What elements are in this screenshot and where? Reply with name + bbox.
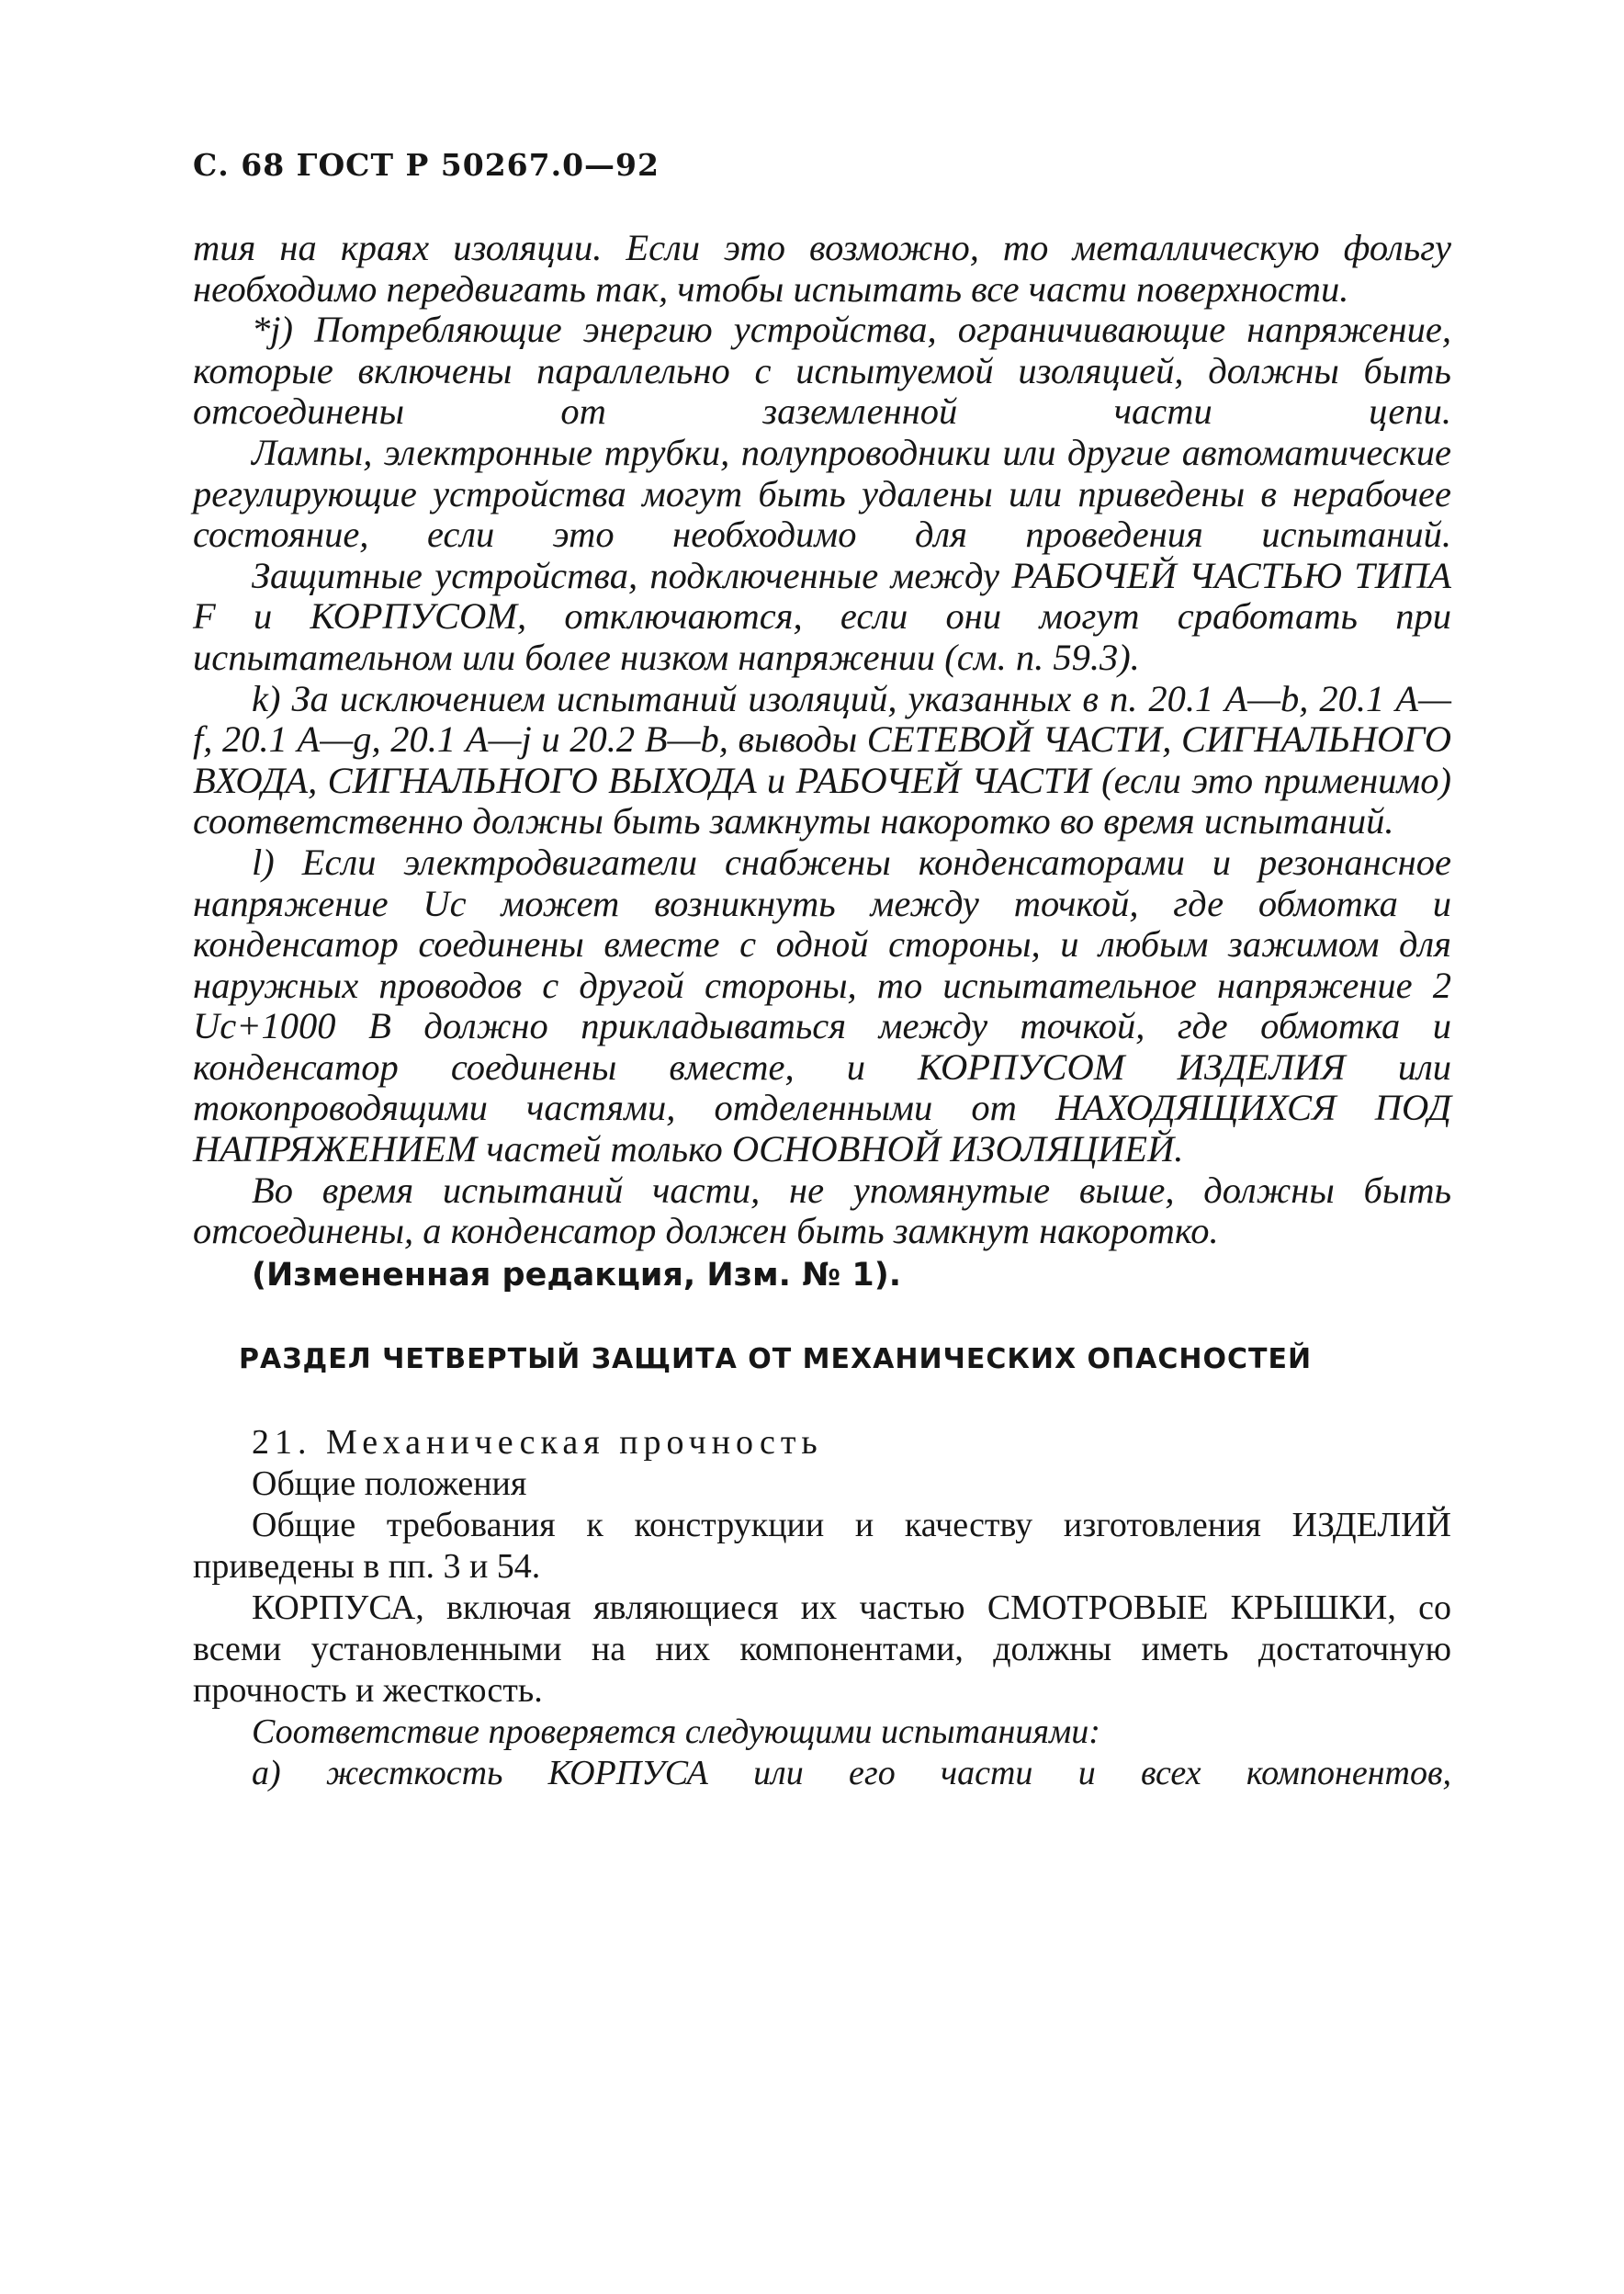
amendment-note: (Измененная редакция, Изм. № 1).: [252, 1256, 902, 1294]
text-column: [193, 228, 1451, 1794]
item-l-paragraph: l) Если электродвигатели снабжены конденсаторами и резонансное напряжение Uc может возникнуть между точкой, где обмотка и конденсатор соединены вместе с одной стороны, и любым зажимом для наружных проводов с другой стороны, то испытательное напряжение 2 Uc+1000 В должно прикладываться между точкой, где обмотка и конденсатор соединены вместе, и КОРПУСОМ ИЗДЕЛИЯ или токопроводящими частями, отделенными от НАХОДЯЩИХСЯ ПОД НАПРЯЖЕНИЕМ частей только ОСНОВНОЙ ИЗОЛЯЦИЕЙ.: [193, 841, 1451, 1170]
item-j-protective-paragraph: Защитные устройства, подключенные между РАБОЧЕЙ ЧАСТЬЮ ТИПА F и КОРПУСОМ, отключаются, если они могут сработать при испытательном или более низком напряжении (см. п. 59.3).: [193, 554, 1451, 678]
running-head: С. 68 ГОСТ Р 50267.0—92: [193, 147, 660, 183]
clause-21-title: 21. Механическая прочность: [252, 1422, 823, 1462]
section-heading: РАЗДЕЛ ЧЕТВЕРТЫЙ ЗАЩИТА ОТ МЕХАНИЧЕСКИХ ОПАСНОСТЕЙ: [239, 1342, 1313, 1375]
clause-21-general-paragraph: Общие требования к конструкции и качеству изготовления ИЗДЕЛИЙ приведены в пп. 3 и 54.: [193, 1505, 1451, 1586]
item-j-lamps-paragraph: Лампы, электронные трубки, полупроводники или другие автоматические регулирующие устройства могут быть удалены или приведены в нерабочее состояние, если это необходимо для проведения испытаний.: [193, 431, 1451, 556]
compliance-statement: Соответствие проверяется следующими испытаниями:: [252, 1712, 1100, 1751]
item-k-paragraph: k) За исключением испытаний изоляций, указанных в п. 20.1 А—b, 20.1 А—f, 20.1 А—g, 20.1 А—j и 20.2 В—b, выводы СЕТЕВОЙ ЧАСТИ, СИГНАЛЬНОГО ВХОДА, СИГНАЛЬНОГО ВЫХОДА и РАБОЧЕЙ ЧАСТИ (если это применимо) соответственно должны быть замкнуты накоротко во время испытаний.: [193, 677, 1451, 842]
clause-21-subtitle: Общие положения: [252, 1463, 527, 1503]
item-l-disconnect-paragraph: Во время испытаний части, не упомянутые выше, должны быть отсоединены, а конденсатор должен быть замкнут накоротко.: [193, 1169, 1451, 1252]
item-j-paragraph: *j) Потребляющие энергию устройства, ограничивающие напряжение, которые включены параллельно с испытуемой изоляцией, должны быть отсоединены от заземленной части цепи.: [193, 309, 1451, 433]
continuation-paragraph: тия на краях изоляции. Если это возможно, то металлическую фольгу необходимо передвигать так, чтобы испытать все части поверхности.: [193, 227, 1451, 310]
clause-21-enclosures-paragraph: КОРПУСА, включая являющиеся их частью СМОТРОВЫЕ КРЫШКИ, со всеми установленными на них компонентами, должны иметь достаточную прочность и жесткость.: [193, 1588, 1451, 1710]
item-a-paragraph: а) жесткость КОРПУСА или его части и всех компонентов,: [252, 1753, 1451, 1792]
